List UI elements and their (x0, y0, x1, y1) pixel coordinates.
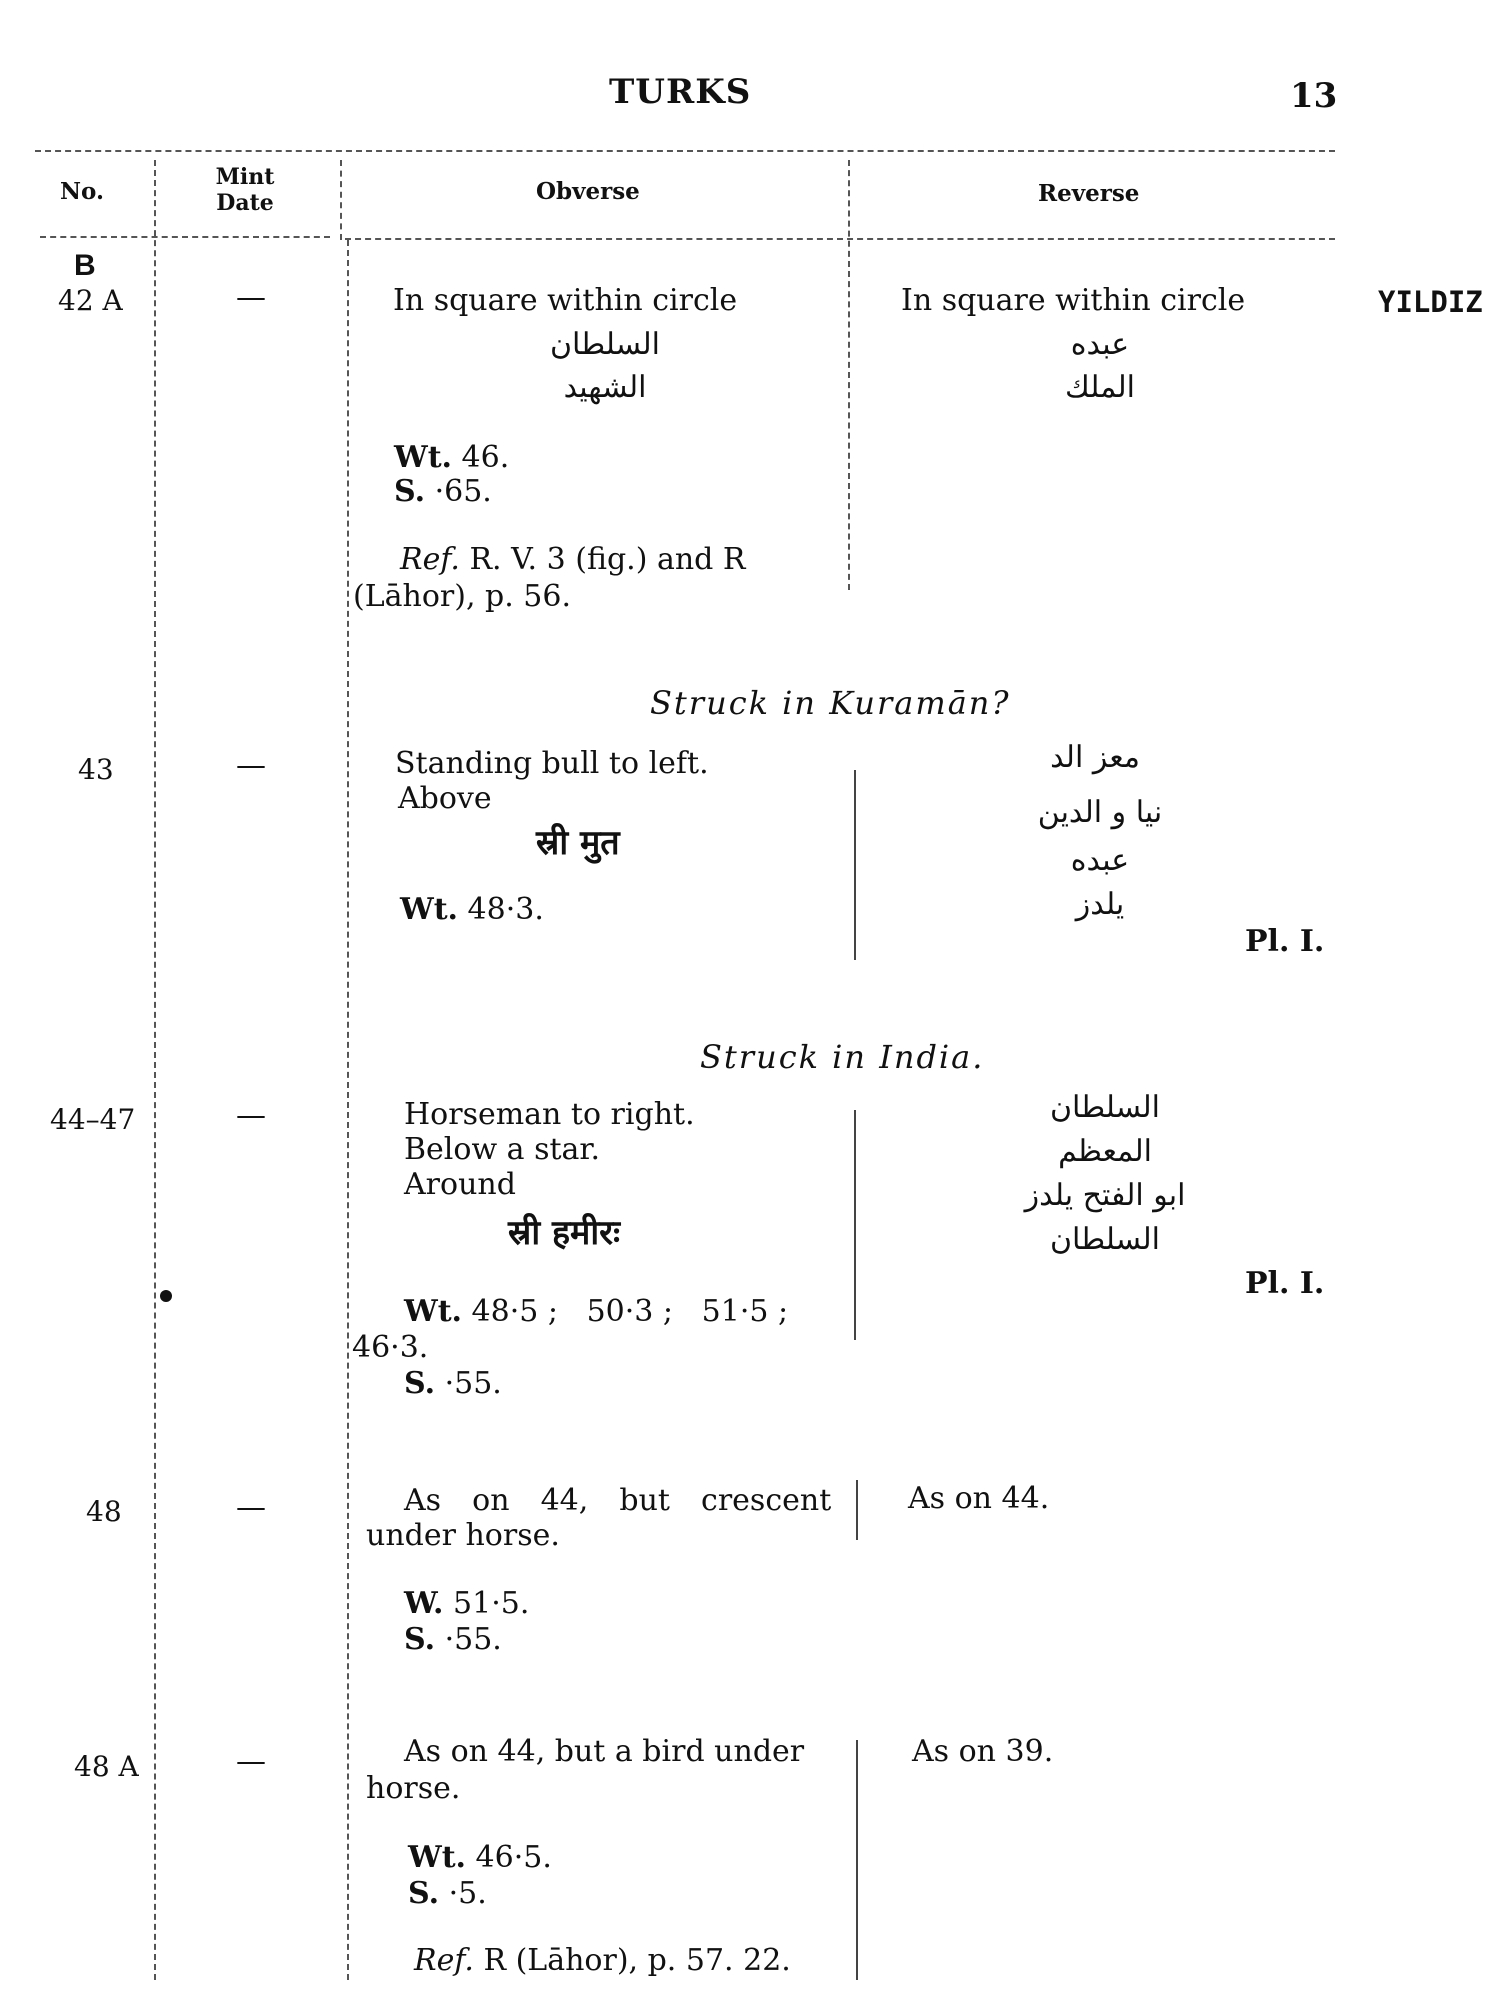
entry-44-47-weight (404, 1294, 788, 1329)
entry-44-47-obverse-line-3: Around (404, 1167, 516, 1202)
entry-42a-reference-line-2: (Lāhor), p. 56. (353, 579, 571, 614)
entry-42a-mint-date: — (236, 280, 266, 315)
reference-text: R (Lāhor), p. 57. 22. (483, 1943, 791, 1978)
sg-value: ·65. (434, 474, 492, 509)
entry-43-number: 43 (78, 753, 114, 786)
weight-label: W. (404, 1586, 444, 1621)
entry-42a-number: 42 A (58, 284, 123, 317)
entry-48-mint-date: — (236, 1490, 266, 1525)
table-header-bottom-rule-right (345, 238, 1335, 240)
entry-44-47-plate-ref: Pl. I. (1245, 1266, 1325, 1301)
entry-44-47-reverse-arabic-1: السلطان (1050, 1090, 1160, 1125)
ink-dot (160, 1290, 172, 1302)
reference-text: R. V. 3 (fig.) and R (469, 542, 746, 577)
entry-42a-weight (394, 440, 509, 475)
entry-48a-mint-date: — (236, 1744, 266, 1779)
entry-43-reverse-arabic-3: عبده (1070, 843, 1130, 878)
entry-48-obverse-line-2: under horse. (366, 1518, 560, 1553)
entry-48-number: 48 (86, 1495, 122, 1528)
weight-value: 48·3. (467, 892, 544, 927)
entry-42a-side-label: YILDIZ (1378, 285, 1483, 319)
column-divider-4c (854, 1110, 856, 1340)
weight-label: Wt. (408, 1840, 466, 1875)
sg-label: S. (404, 1366, 436, 1401)
entry-43-obverse-line-1: Standing bull to left. (395, 746, 709, 781)
weight-value: 46. (461, 440, 510, 475)
sg-value: ·55. (444, 1366, 502, 1401)
entry-42a-reverse-arabic-1: عبده (1070, 327, 1130, 362)
entry-48a-reverse: As on 39. (912, 1734, 1054, 1769)
entry-48-obverse-line-1: As on 44, but crescent (404, 1483, 832, 1518)
entry-44-47-reverse-arabic-3: ابو الفتح يلدز (1024, 1178, 1186, 1213)
entry-44-47-obverse-devanagari: स्री हमीरः (508, 1213, 620, 1253)
column-header-date: Date (216, 190, 274, 216)
entry-44-47-specific-gravity (404, 1366, 502, 1401)
weight-label: Wt. (394, 440, 452, 475)
entry-42a-reference-line-1 (400, 542, 745, 577)
entry-48-specific-gravity (404, 1622, 502, 1657)
page-number: 13 (1290, 76, 1338, 116)
column-divider-3 (347, 240, 349, 1980)
entry-44-47-mint-date: — (236, 1098, 266, 1133)
entry-44-47-weight-cont: 46·3. (352, 1330, 429, 1365)
entry-48a-obverse-line-1: As on 44, but a bird under (404, 1734, 805, 1769)
entry-43-reverse-arabic-1: معز الد (1050, 740, 1140, 775)
column-header-obverse: Obverse (536, 178, 640, 205)
entry-43-obverse-devanagari: स्री मुत (536, 823, 620, 863)
weight-value: 48·5 ; 50·3 ; 51·5 ; (471, 1294, 789, 1329)
entry-44-47-reverse-arabic-4: السلطان (1050, 1222, 1160, 1257)
section-heading-india: Struck in India. (700, 1038, 985, 1076)
entry-43-obverse-line-2: Above (398, 781, 492, 816)
column-header-mint: Mint (215, 164, 275, 190)
entry-48-weight (404, 1586, 529, 1621)
column-header-no: No. (60, 178, 104, 205)
entry-43-plate-ref: Pl. I. (1245, 924, 1325, 959)
entry-44-47-obverse-line-2: Below a star. (404, 1132, 601, 1167)
weight-value: 46·5. (475, 1840, 552, 1875)
column-header-reverse: Reverse (1038, 180, 1140, 207)
reference-label: Ref. (400, 542, 460, 577)
weight-value: 51·5. (453, 1586, 530, 1621)
table-top-rule (35, 150, 1335, 152)
column-divider-2 (340, 160, 342, 240)
reference-label: Ref. (414, 1943, 474, 1978)
column-divider-4b (854, 770, 856, 960)
entry-42a-reverse-desc: In square within circle (901, 283, 1246, 318)
entry-48a-number: 48 A (74, 1750, 139, 1783)
entry-44-47-reverse-arabic-2: المعظم (1058, 1134, 1152, 1169)
column-header-mint-date (200, 164, 290, 216)
column-divider-4e (856, 1740, 858, 1980)
running-title: TURKS (609, 72, 752, 112)
entry-48a-obverse-line-2: horse. (366, 1771, 461, 1806)
entry-44-47-number: 44–47 (50, 1103, 136, 1136)
entry-48a-reference (414, 1943, 791, 1978)
sg-label: S. (408, 1876, 440, 1911)
table-header-bottom-rule-left (40, 236, 330, 238)
entry-43-reverse-arabic-2: نيا و الدين (1037, 795, 1163, 830)
entry-42a-obverse-arabic-2: الشهيد (563, 370, 647, 405)
entry-48-reverse: As on 44. (908, 1481, 1050, 1516)
weight-label: Wt. (404, 1294, 462, 1329)
entry-42a-specific-gravity (394, 474, 492, 509)
column-divider-1 (154, 160, 156, 1980)
entry-43-reverse-arabic-4: يلدز (1075, 887, 1125, 922)
entry-42a-reverse-arabic-2: الملك (1064, 370, 1136, 405)
sg-value: ·55. (444, 1622, 502, 1657)
sg-label: S. (394, 474, 426, 509)
entry-44-47-obverse-line-1: Horseman to right. (404, 1097, 695, 1132)
sg-label: S. (404, 1622, 436, 1657)
entry-42a-series-letter: B (74, 249, 96, 282)
section-heading-kuraman: Struck in Kuramān? (650, 684, 1011, 722)
entry-43-mint-date: — (236, 748, 266, 783)
column-divider-4d (856, 1480, 858, 1540)
entry-48a-weight (408, 1840, 552, 1875)
weight-label: Wt. (400, 892, 458, 927)
sg-value: ·5. (448, 1876, 487, 1911)
column-divider-4 (848, 160, 850, 590)
entry-42a-obverse-arabic-1: السلطان (550, 327, 660, 362)
entry-42a-obverse-desc: In square within circle (393, 283, 738, 318)
entry-48a-specific-gravity (408, 1876, 487, 1911)
entry-43-weight (400, 892, 544, 927)
